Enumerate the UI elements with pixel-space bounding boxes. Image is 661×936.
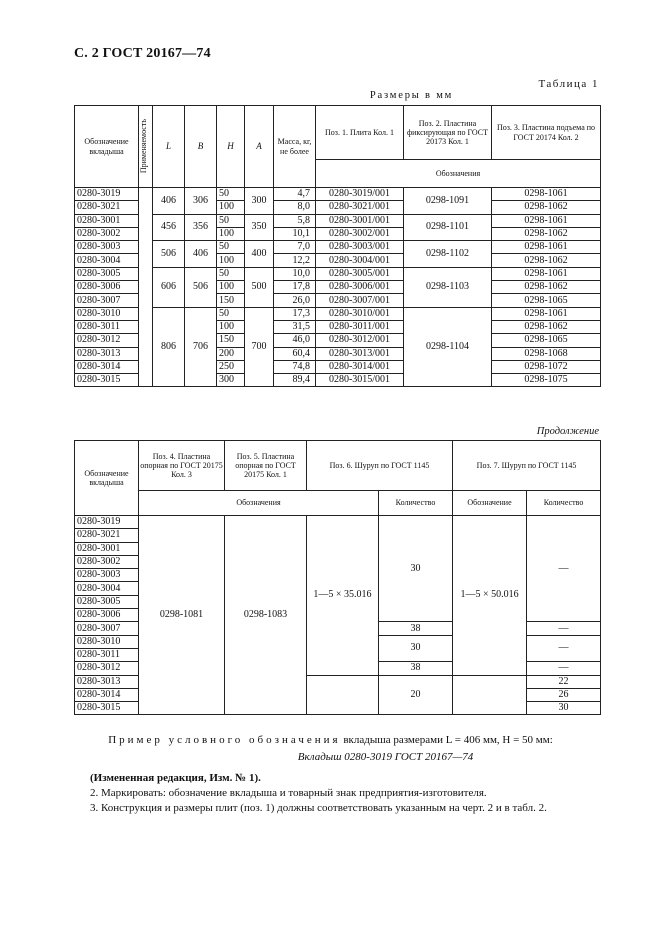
t1-cell-code: 0280-3019	[75, 188, 139, 201]
t1-cell-code: 0280-3012	[75, 334, 139, 347]
t1-cell-pos2: 0298-1104	[404, 307, 492, 387]
t1-cell-code: 0280-3005	[75, 267, 139, 280]
t1-cell-H: 150	[217, 294, 245, 307]
t1-cell-L: 456	[153, 214, 185, 241]
t1-cell-pos1: 0280-3011/001	[316, 320, 404, 333]
example-text: вкладыша размерами L = 406 мм, H = 50 мм:	[343, 734, 553, 746]
t2-cell-code: 0280-3004	[75, 582, 139, 595]
t2-cell-qty6: 38	[379, 622, 453, 635]
t1-cell-mass: 5,8	[274, 214, 316, 227]
t1-cell-pos3: 0298-1062	[492, 281, 601, 294]
t2-header-pos4: Поз. 4. Пластина опорная по ГОСТ 20175 Кол. 3	[139, 441, 225, 491]
t2-cell-code: 0280-3003	[75, 569, 139, 582]
t1-cell-pos1: 0280-3014/001	[316, 360, 404, 373]
t1-cell-code: 0280-3007	[75, 294, 139, 307]
t1-cell-mass: 60,4	[274, 347, 316, 360]
t1-cell-pos3: 0298-1061	[492, 267, 601, 280]
t1-cell-applicability	[139, 188, 153, 387]
example-line	[0, 734, 661, 746]
t2-header-qty6: Количество	[379, 491, 453, 516]
t1-cell-mass: 26,0	[274, 294, 316, 307]
t1-cell-L: 806	[153, 307, 185, 387]
note-marking: 2. Маркировать: обозначение вкладыша и товарный знак предприятия-изготовителя.	[90, 787, 487, 799]
revision-note: (Измененная редакция, Изм. № 1).	[90, 772, 261, 784]
t1-cell-A: 350	[245, 214, 274, 241]
table-2	[74, 440, 601, 715]
t2-cell-code: 0280-3010	[75, 635, 139, 648]
t1-cell-mass: 10,0	[274, 267, 316, 280]
t2-header-code: Обозначение вкладыша	[75, 441, 139, 516]
t1-cell-H: 100	[217, 227, 245, 240]
t2-cell-code: 0280-3001	[75, 542, 139, 555]
t1-cell-pos1: 0280-3005/001	[316, 267, 404, 280]
t2-header-pos5: Поз. 5. Пластина опорная по ГОСТ 20175 Кол. 1	[225, 441, 307, 491]
t2-cell-qty6: 20	[379, 675, 453, 715]
t1-header-H: H	[217, 106, 245, 188]
t1-cell-code: 0280-3010	[75, 307, 139, 320]
t2-cell-qty6: 30	[379, 635, 453, 662]
t1-cell-code: 0280-3014	[75, 360, 139, 373]
t1-cell-pos3: 0298-1061	[492, 307, 601, 320]
t1-cell-A: 300	[245, 188, 274, 215]
t2-header-pos7: Поз. 7. Шуруп по ГОСТ 1145	[453, 441, 601, 491]
t1-cell-pos3: 0298-1061	[492, 241, 601, 254]
t2-header-qty7: Количество	[527, 491, 601, 516]
t1-cell-code: 0280-3021	[75, 201, 139, 214]
t1-cell-pos3: 0298-1065	[492, 294, 601, 307]
t2-cell-qty6: 30	[379, 516, 453, 622]
t1-cell-B: 506	[185, 267, 217, 307]
t1-cell-mass: 89,4	[274, 374, 316, 387]
t2-cell-code: 0280-3013	[75, 675, 139, 688]
t1-cell-code: 0280-3011	[75, 320, 139, 333]
t1-cell-H: 100	[217, 281, 245, 294]
table-1	[74, 105, 601, 387]
t1-cell-H: 50	[217, 214, 245, 227]
t1-cell-pos3: 0298-1075	[492, 374, 601, 387]
t1-cell-pos1: 0280-3002/001	[316, 227, 404, 240]
t1-cell-A: 400	[245, 241, 274, 268]
t1-header-pos2: Поз. 2. Пластина фиксирующая по ГОСТ 20173 Кол. 1	[404, 106, 492, 160]
t1-cell-H: 100	[217, 254, 245, 267]
t2-cell-pos5: 0298-1083	[225, 516, 307, 715]
t2-header-pos6: Поз. 6. Шуруп по ГОСТ 1145	[307, 441, 453, 491]
t1-cell-L: 606	[153, 267, 185, 307]
t1-cell-pos3: 0298-1065	[492, 334, 601, 347]
t1-cell-H: 50	[217, 241, 245, 254]
t2-cell-code: 0280-3005	[75, 595, 139, 608]
t2-cell-pos6-blank	[307, 675, 379, 715]
t1-cell-pos1: 0280-3007/001	[316, 294, 404, 307]
t1-cell-B: 406	[185, 241, 217, 268]
t2-cell-qty7: —	[527, 622, 601, 635]
t1-cell-pos3: 0298-1062	[492, 320, 601, 333]
t1-cell-A: 500	[245, 267, 274, 307]
t1-cell-H: 250	[217, 360, 245, 373]
t2-cell-code: 0280-3006	[75, 609, 139, 622]
t1-cell-code: 0280-3002	[75, 227, 139, 240]
t1-cell-B: 356	[185, 214, 217, 241]
t2-cell-qty7: 26	[527, 688, 601, 701]
t1-cell-code: 0280-3004	[75, 254, 139, 267]
continuation-caption: Продолжение	[536, 426, 599, 437]
t1-cell-pos2: 0298-1091	[404, 188, 492, 215]
t1-cell-pos1: 0280-3019/001	[316, 188, 404, 201]
t2-cell-code: 0280-3007	[75, 622, 139, 635]
t1-header-B: B	[185, 106, 217, 188]
t1-header-A: A	[245, 106, 274, 188]
t1-cell-pos3: 0298-1062	[492, 201, 601, 214]
page-header: С. 2 ГОСТ 20167—74	[74, 46, 211, 61]
t1-header-applicability-text: Применяемость	[139, 119, 148, 174]
t2-cell-qty6: 38	[379, 662, 453, 675]
t1-header-pos3: Поз. 3. Пластина подъема по ГОСТ 20174 Кол. 2	[492, 106, 601, 160]
t1-cell-pos3: 0298-1062	[492, 227, 601, 240]
t1-cell-pos1: 0280-3010/001	[316, 307, 404, 320]
t2-cell-qty7: 22	[527, 675, 601, 688]
t2-cell-pos7: 1—5 × 50.016	[453, 516, 527, 676]
t1-cell-B: 706	[185, 307, 217, 387]
t1-header-applicability	[139, 106, 153, 188]
t1-cell-B: 306	[185, 188, 217, 215]
t1-cell-pos3: 0298-1072	[492, 360, 601, 373]
t2-row	[75, 516, 601, 529]
t1-cell-pos3: 0298-1061	[492, 214, 601, 227]
t2-cell-qty7: —	[527, 635, 601, 662]
t2-cell-code: 0280-3019	[75, 516, 139, 529]
t2-header-designation7: Обозначение	[453, 491, 527, 516]
t1-cell-code: 0280-3003	[75, 241, 139, 254]
t1-cell-mass: 17,8	[274, 281, 316, 294]
dimensions-caption	[0, 90, 661, 101]
t2-cell-pos7-blank	[453, 675, 527, 715]
t2-cell-qty7: 30	[527, 702, 601, 715]
t1-cell-pos1: 0280-3004/001	[316, 254, 404, 267]
t2-cell-code: 0280-3002	[75, 555, 139, 568]
t1-cell-H: 150	[217, 334, 245, 347]
t1-cell-mass: 12,2	[274, 254, 316, 267]
t1-cell-A: 700	[245, 307, 274, 387]
t1-cell-pos2: 0298-1103	[404, 267, 492, 307]
t1-cell-H: 100	[217, 201, 245, 214]
t1-row	[75, 307, 601, 320]
example-prefix: Пример условного обозначения	[108, 734, 341, 746]
t1-cell-pos3: 0298-1068	[492, 347, 601, 360]
t1-header-mass: Масса, кг, не более	[274, 106, 316, 188]
t1-cell-H: 200	[217, 347, 245, 360]
t2-cell-code: 0280-3015	[75, 702, 139, 715]
t1-row	[75, 267, 601, 280]
t1-cell-pos1: 0280-3003/001	[316, 241, 404, 254]
t1-cell-mass: 4,7	[274, 188, 316, 201]
t1-cell-mass: 46,0	[274, 334, 316, 347]
t1-row	[75, 241, 601, 254]
t2-cell-pos6: 1—5 × 35.016	[307, 516, 379, 676]
t2-cell-code: 0280-3011	[75, 648, 139, 661]
t1-cell-pos1: 0280-3021/001	[316, 201, 404, 214]
t1-header-pos1: Поз. 1. Плита Кол. 1	[316, 106, 404, 160]
t1-row	[75, 188, 601, 201]
example-designation-text: Вкладыш 0280-3019 ГОСТ 20167—74	[297, 751, 474, 763]
t2-cell-code: 0280-3021	[75, 529, 139, 542]
example-designation	[0, 751, 661, 763]
t1-header-code: Обозначение вкладыша	[75, 106, 139, 188]
t1-cell-code: 0280-3001	[75, 214, 139, 227]
t1-cell-pos1: 0280-3001/001	[316, 214, 404, 227]
t2-header-designations: Обозначения	[139, 491, 379, 516]
t1-cell-code: 0280-3013	[75, 347, 139, 360]
t1-cell-pos1: 0280-3006/001	[316, 281, 404, 294]
t1-cell-H: 50	[217, 267, 245, 280]
dimensions-caption-text: Размеры в мм	[369, 90, 454, 101]
t1-cell-H: 50	[217, 307, 245, 320]
t1-cell-pos2: 0298-1101	[404, 214, 492, 241]
t1-cell-code: 0280-3006	[75, 281, 139, 294]
t2-cell-code: 0280-3012	[75, 662, 139, 675]
t1-cell-pos2: 0298-1102	[404, 241, 492, 268]
t1-cell-pos3: 0298-1062	[492, 254, 601, 267]
t1-cell-pos3: 0298-1061	[492, 188, 601, 201]
t2-cell-code: 0280-3014	[75, 688, 139, 701]
t1-cell-H: 50	[217, 188, 245, 201]
t1-cell-L: 406	[153, 188, 185, 215]
t1-cell-mass: 10,1	[274, 227, 316, 240]
t1-cell-mass: 31,5	[274, 320, 316, 333]
t1-body	[75, 188, 601, 387]
t2-cell-qty7: —	[527, 662, 601, 675]
t1-row	[75, 214, 601, 227]
t2-cell-qty7: —	[527, 516, 601, 622]
t1-cell-H: 100	[217, 320, 245, 333]
t1-cell-mass: 17,3	[274, 307, 316, 320]
t1-cell-pos1: 0280-3015/001	[316, 374, 404, 387]
t1-cell-code: 0280-3015	[75, 374, 139, 387]
t1-header-designation: Обозначения	[316, 160, 601, 188]
t1-cell-mass: 7,0	[274, 241, 316, 254]
t1-cell-mass: 74,8	[274, 360, 316, 373]
t1-cell-H: 300	[217, 374, 245, 387]
t2-body	[75, 516, 601, 715]
t2-cell-pos4: 0298-1081	[139, 516, 225, 715]
note-construction: 3. Конструкция и размеры плит (поз. 1) должны соответствовать указанным на черт. 2 и в табл. 2.	[90, 802, 547, 814]
t1-cell-mass: 8,0	[274, 201, 316, 214]
t1-cell-pos1: 0280-3012/001	[316, 334, 404, 347]
t1-cell-pos1: 0280-3013/001	[316, 347, 404, 360]
t1-cell-L: 506	[153, 241, 185, 268]
table-caption: Таблица 1	[538, 78, 599, 90]
t1-header-L: L	[153, 106, 185, 188]
